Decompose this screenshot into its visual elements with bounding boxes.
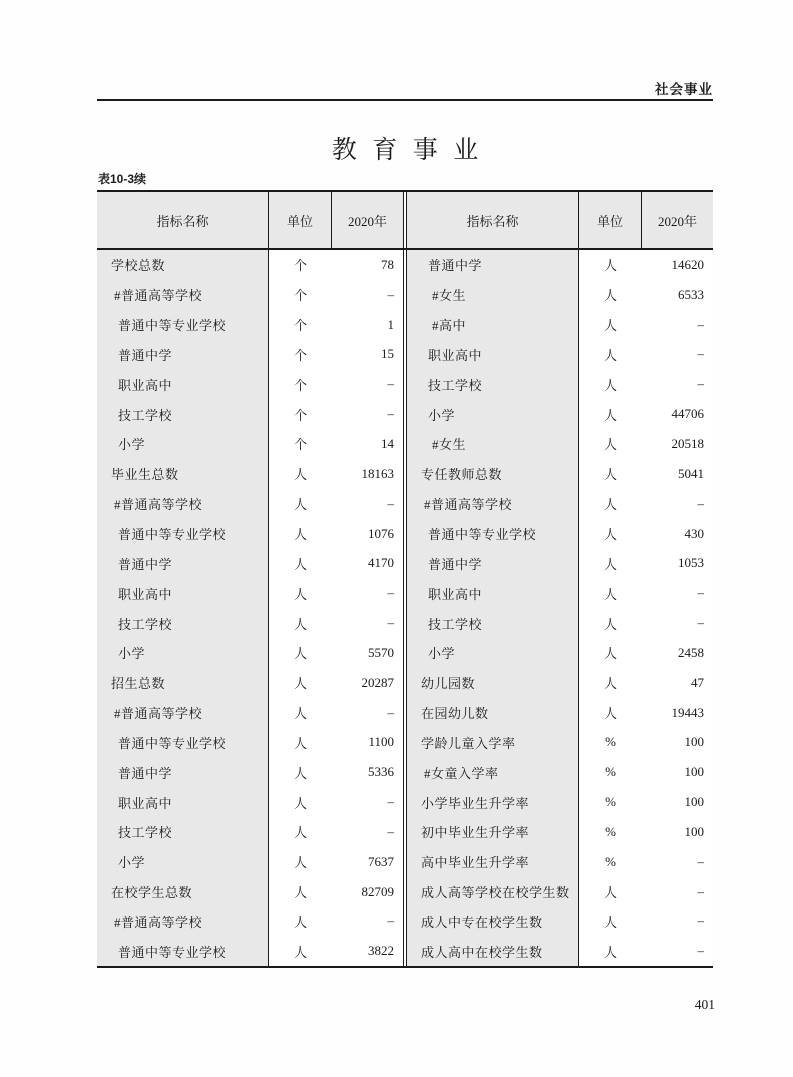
value-cell: 100	[684, 734, 704, 750]
indicator-name-cell: 普通中学	[97, 548, 269, 578]
value-cell: 82709	[361, 883, 394, 899]
table-row	[407, 728, 713, 758]
table-row	[407, 429, 713, 459]
table-row	[407, 489, 713, 519]
unit-cell: 人	[603, 646, 617, 662]
indicator-name-cell: 技工学校	[407, 369, 579, 399]
indicator-name-cell: 成人高中在校学生数	[407, 936, 579, 966]
value-cell: 47	[691, 674, 704, 690]
education-statistics-table	[97, 190, 713, 968]
indicator-name-cell: 学龄儿童入学率	[407, 728, 579, 758]
indicator-name-cell: #高中	[407, 310, 579, 340]
table-row	[97, 369, 403, 399]
indicator-name-cell: 技工学校	[407, 608, 579, 638]
unit-cell: 个	[293, 347, 307, 363]
indicator-name-cell: 技工学校	[97, 399, 269, 429]
unit-cell: 人	[293, 646, 307, 662]
table-row	[97, 907, 403, 937]
value-cell: 100	[684, 764, 704, 780]
indicator-name-cell: 学校总数	[97, 250, 269, 280]
indicator-name-cell: 小学	[407, 638, 579, 668]
unit-cell: 人	[293, 586, 307, 602]
unit-cell: 人	[293, 616, 307, 632]
indicator-name-cell: #女童入学率	[407, 757, 579, 787]
table-row	[407, 817, 713, 847]
table-row	[407, 340, 713, 370]
table-row	[407, 907, 713, 937]
value-cell: 6533	[678, 286, 704, 302]
value-cell: 18163	[361, 465, 394, 481]
table-row	[407, 548, 713, 578]
value-cell: 14	[381, 435, 394, 451]
value-cell: –	[387, 823, 394, 839]
unit-cell: 人	[293, 735, 307, 751]
value-cell: –	[387, 286, 394, 302]
table-row	[97, 847, 403, 877]
table-row	[97, 877, 403, 907]
table-row	[97, 728, 403, 758]
indicator-name-cell: 普通中等专业学校	[97, 519, 269, 549]
table-row	[97, 250, 403, 280]
page-title: 教育事业	[331, 137, 494, 164]
table-row	[407, 250, 713, 280]
indicator-name-cell: #普通高等学校	[97, 907, 269, 937]
table-row	[97, 519, 403, 549]
unit-cell: 人	[603, 885, 617, 901]
value-cell: 3822	[368, 943, 394, 959]
indicator-name-cell: 职业高中	[97, 578, 269, 608]
table-body-left	[97, 250, 403, 966]
unit-cell: 人	[603, 347, 617, 363]
table-row	[407, 459, 713, 489]
table-body-right	[407, 250, 713, 966]
indicator-name-cell: 职业高中	[407, 578, 579, 608]
table-row	[407, 936, 713, 966]
indicator-name-cell: 高中毕业生升学率	[407, 847, 579, 877]
value-cell: 78	[381, 256, 394, 272]
column-header-indicator: 指标名称	[407, 192, 579, 248]
value-cell: 5041	[678, 465, 704, 481]
table-row	[407, 847, 713, 877]
unit-cell: %	[605, 764, 616, 780]
table-header-row	[407, 192, 713, 248]
value-cell: –	[387, 913, 394, 929]
unit-cell: 人	[293, 944, 307, 960]
indicator-name-cell: 普通中等专业学校	[97, 728, 269, 758]
value-cell: 2458	[678, 644, 704, 660]
table-row	[97, 310, 403, 340]
indicator-name-cell: 普通中等专业学校	[97, 310, 269, 340]
table-row	[97, 817, 403, 847]
indicator-name-cell: 招生总数	[97, 668, 269, 698]
value-cell: –	[697, 495, 704, 511]
value-cell: 19443	[671, 704, 704, 720]
indicator-name-cell: 小学	[97, 638, 269, 668]
unit-cell: %	[605, 794, 616, 810]
indicator-name-cell: 小学毕业生升学率	[407, 787, 579, 817]
table-row	[97, 429, 403, 459]
table-right-half	[407, 192, 713, 966]
unit-cell: %	[605, 853, 616, 869]
unit-cell: 人	[293, 527, 307, 543]
unit-cell: 个	[293, 377, 307, 393]
table-row	[407, 369, 713, 399]
unit-cell: 人	[603, 586, 617, 602]
unit-cell: 人	[603, 556, 617, 572]
indicator-name-cell: 小学	[407, 399, 579, 429]
table-row	[97, 340, 403, 370]
table-row	[97, 548, 403, 578]
value-cell: –	[697, 913, 704, 929]
column-header-unit: 单位	[579, 192, 642, 248]
indicator-name-cell: 普通中学	[97, 340, 269, 370]
table-row	[407, 757, 713, 787]
value-cell: 1053	[678, 555, 704, 571]
table-row	[97, 608, 403, 638]
unit-cell: 人	[293, 556, 307, 572]
table-row	[407, 698, 713, 728]
indicator-name-cell: #普通高等学校	[97, 698, 269, 728]
value-cell: 5336	[368, 764, 394, 780]
value-cell: 14620	[671, 256, 704, 272]
value-cell: 4170	[368, 555, 394, 571]
value-cell: –	[697, 376, 704, 392]
indicator-name-cell: 职业高中	[97, 787, 269, 817]
indicator-name-cell: 小学	[97, 429, 269, 459]
indicator-name-cell: 成人中专在校学生数	[407, 907, 579, 937]
indicator-name-cell: 普通中等专业学校	[407, 519, 579, 549]
indicator-name-cell: 专任教师总数	[407, 459, 579, 489]
table-row	[407, 638, 713, 668]
running-header-text: 社会事业	[655, 82, 713, 97]
unit-cell: 人	[603, 467, 617, 483]
unit-cell: 个	[293, 407, 307, 423]
unit-cell: 人	[603, 497, 617, 513]
unit-cell: 人	[603, 944, 617, 960]
unit-cell: 人	[293, 795, 307, 811]
table-row	[407, 578, 713, 608]
value-cell: –	[697, 943, 704, 959]
unit-cell: 人	[603, 258, 617, 274]
value-cell: –	[387, 376, 394, 392]
indicator-name-cell: 普通中学	[407, 548, 579, 578]
column-header-indicator: 指标名称	[97, 192, 269, 248]
indicator-name-cell: 普通中等专业学校	[97, 936, 269, 966]
table-row	[97, 787, 403, 817]
unit-cell: 人	[293, 706, 307, 722]
table-label: 表10-3续	[98, 172, 147, 186]
value-cell: –	[697, 346, 704, 362]
unit-cell: 人	[293, 855, 307, 871]
value-cell: –	[387, 495, 394, 511]
table-row	[97, 459, 403, 489]
unit-cell: 个	[293, 288, 307, 304]
table-row	[97, 698, 403, 728]
indicator-name-cell: #女生	[407, 429, 579, 459]
indicator-name-cell: 普通中学	[407, 250, 579, 280]
value-cell: 1076	[368, 525, 394, 541]
table-row	[407, 399, 713, 429]
value-cell: –	[697, 316, 704, 332]
value-cell: –	[387, 615, 394, 631]
unit-cell: 人	[293, 467, 307, 483]
table-row	[407, 877, 713, 907]
unit-cell: 人	[603, 318, 617, 334]
value-cell: 1	[387, 316, 394, 332]
unit-cell: 人	[603, 288, 617, 304]
unit-cell: 人	[603, 676, 617, 692]
indicator-name-cell: 职业高中	[97, 369, 269, 399]
table-row	[97, 936, 403, 966]
unit-cell: 人	[603, 527, 617, 543]
unit-cell: 人	[603, 914, 617, 930]
table-row	[97, 280, 403, 310]
value-cell: 20518	[671, 435, 704, 451]
value-cell: –	[697, 853, 704, 869]
unit-cell: 人	[603, 706, 617, 722]
column-header-year: 2020年	[347, 213, 387, 229]
table-row	[97, 399, 403, 429]
value-cell: –	[697, 615, 704, 631]
value-cell: –	[697, 883, 704, 899]
table-row	[407, 608, 713, 638]
table-row	[97, 668, 403, 698]
value-cell: 430	[684, 525, 704, 541]
indicator-name-cell: #普通高等学校	[407, 489, 579, 519]
value-cell: –	[697, 585, 704, 601]
table-header-separator	[97, 248, 713, 250]
indicator-name-cell: #女生	[407, 280, 579, 310]
table-row	[407, 310, 713, 340]
table-row	[97, 578, 403, 608]
page-number: 401	[694, 997, 715, 1012]
unit-cell: 个	[293, 258, 307, 274]
unit-cell: 人	[293, 885, 307, 901]
unit-cell: 人	[603, 377, 617, 393]
value-cell: 1100	[368, 734, 394, 750]
value-cell: 100	[684, 823, 704, 839]
indicator-name-cell: 小学	[97, 847, 269, 877]
value-cell: –	[387, 794, 394, 810]
value-cell: –	[387, 704, 394, 720]
table-header-row	[97, 192, 403, 248]
header-rule	[97, 99, 713, 101]
unit-cell: 人	[603, 616, 617, 632]
value-cell: –	[387, 406, 394, 422]
value-cell: 100	[684, 794, 704, 810]
indicator-name-cell: 毕业生总数	[97, 459, 269, 489]
table-row	[407, 280, 713, 310]
column-header-unit: 单位	[269, 192, 332, 248]
value-cell: 5570	[368, 644, 394, 660]
table-row	[97, 638, 403, 668]
value-cell: 20287	[361, 674, 394, 690]
unit-cell: 人	[293, 914, 307, 930]
indicator-name-cell: 在校学生总数	[97, 877, 269, 907]
unit-cell: 人	[293, 765, 307, 781]
indicator-name-cell: 幼儿园数	[407, 668, 579, 698]
column-header-year: 2020年	[657, 213, 697, 229]
unit-cell: 个	[293, 318, 307, 334]
indicator-name-cell: 普通中学	[97, 757, 269, 787]
unit-cell: 人	[293, 676, 307, 692]
table-row	[407, 787, 713, 817]
unit-cell: %	[605, 734, 616, 750]
indicator-name-cell: 技工学校	[97, 817, 269, 847]
unit-cell: %	[605, 823, 616, 839]
unit-cell: 人	[293, 497, 307, 513]
table-row	[97, 757, 403, 787]
indicator-name-cell: #普通高等学校	[97, 489, 269, 519]
value-cell: 44706	[671, 406, 704, 422]
table-left-half	[97, 192, 403, 966]
unit-cell: 个	[293, 437, 307, 453]
unit-cell: 人	[293, 825, 307, 841]
indicator-name-cell: 职业高中	[407, 340, 579, 370]
table-row	[407, 668, 713, 698]
indicator-name-cell: 初中毕业生升学率	[407, 817, 579, 847]
indicator-name-cell: #普通高等学校	[97, 280, 269, 310]
indicator-name-cell: 在园幼儿数	[407, 698, 579, 728]
table-row	[407, 519, 713, 549]
unit-cell: 人	[603, 437, 617, 453]
table-row	[97, 489, 403, 519]
indicator-name-cell: 成人高等学校在校学生数	[407, 877, 579, 907]
value-cell: 7637	[368, 853, 394, 869]
unit-cell: 人	[603, 407, 617, 423]
value-cell: 15	[381, 346, 394, 362]
indicator-name-cell: 技工学校	[97, 608, 269, 638]
running-header	[97, 78, 713, 98]
value-cell: –	[387, 585, 394, 601]
